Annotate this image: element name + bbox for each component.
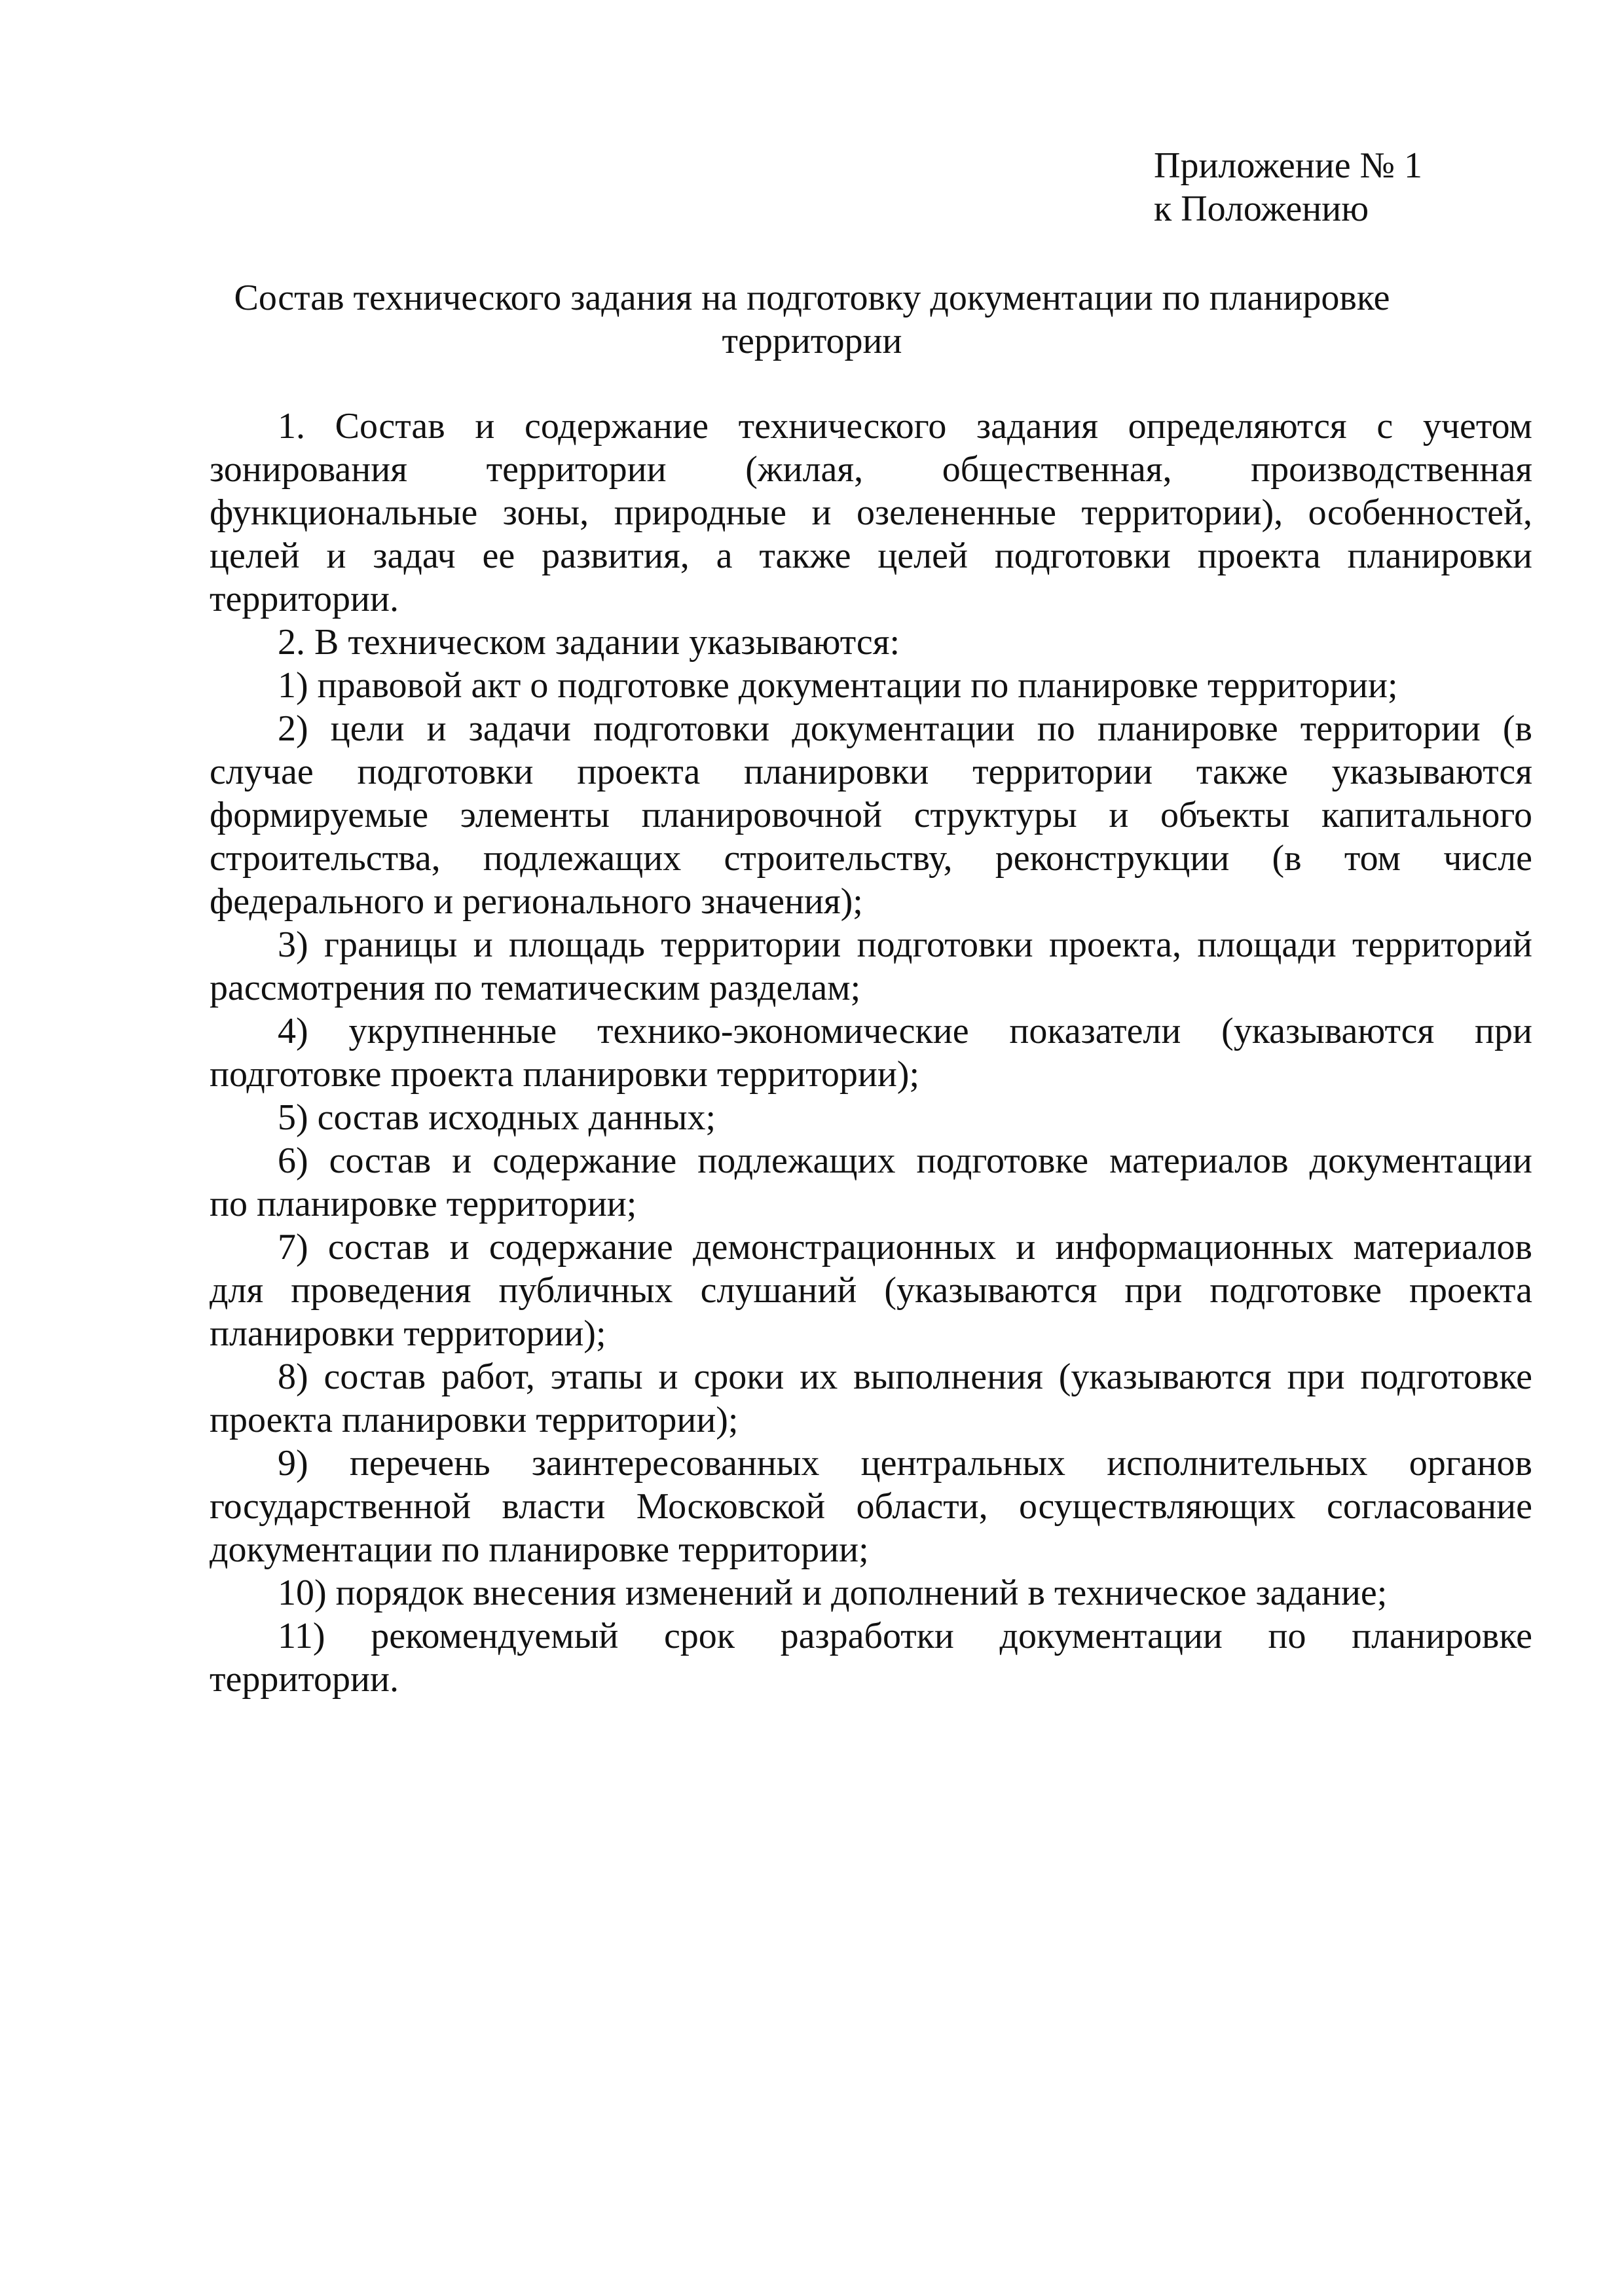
appendix-reference: к Положению: [1154, 189, 1369, 229]
title-line: территории: [722, 321, 902, 361]
text-line: 1) правовой акт о подготовке документации по планировке территории;: [278, 665, 1398, 706]
text-line: 1. Состав и содержание технического задания определяются с учетом: [278, 406, 1532, 446]
text-line: 2. В техническом задании указываются:: [278, 622, 900, 663]
document-title: [210, 276, 1414, 363]
text-line: функциональные зоны, природные и озелененные территории), особенностей,: [210, 492, 1532, 533]
text-line: 6) состав и содержание подлежащих подготовке материалов документации: [278, 1140, 1532, 1181]
text-line: планировки территории);: [210, 1313, 606, 1354]
text-line: подготовке проекта планировки территории);: [210, 1054, 920, 1095]
text-line: 11) рекомендуемый срок разработки документации по планировке: [278, 1616, 1532, 1656]
text-line: по планировке территории;: [210, 1184, 637, 1224]
text-line: проекта планировки территории);: [210, 1400, 739, 1440]
text-line: зонирования территории (жилая, общественная, производственная: [210, 449, 1532, 490]
text-line: 8) состав работ, этапы и сроки их выполнения (указываются при подготовке: [278, 1357, 1532, 1397]
text-line: 2) цели и задачи подготовки документации по планировке территории (в: [278, 708, 1532, 749]
text-line: 10) порядок внесения изменений и дополнений в техническое задание;: [278, 1573, 1388, 1613]
title-line: Состав технического задания на подготовку документации по планировке: [234, 278, 1390, 318]
text-line: 3) границы и площадь территории подготовки проекта, площади территорий: [278, 924, 1532, 965]
text-line: строительства, подлежащих строительству, реконструкции (в том числе: [210, 838, 1532, 879]
text-line: государственной власти Московской области, осуществляющих согласование: [210, 1486, 1532, 1527]
text-line: для проведения публичных слушаний (указываются при подготовке проекта: [210, 1270, 1532, 1311]
text-line: формируемые элементы планировочной структуры и объекты капитального: [210, 795, 1532, 835]
document-body: [210, 405, 1532, 1701]
text-line: 4) укрупненные технико-экономические показатели (указываются при: [278, 1011, 1532, 1051]
text-line: территории.: [210, 1659, 399, 1700]
text-line: целей и задач ее развития, а также целей подготовки проекта планировки: [210, 536, 1532, 576]
text-line: 7) состав и содержание демонстрационных и информационных материалов: [278, 1227, 1532, 1267]
text-line: случае подготовки проекта планировки территории также указываются: [210, 752, 1532, 792]
appendix-header: [1154, 144, 1422, 230]
text-line: 5) состав исходных данных;: [278, 1097, 716, 1138]
text-line: рассмотрения по тематическим разделам;: [210, 968, 861, 1008]
text-line: федерального и регионального значения);: [210, 881, 863, 922]
text-line: территории.: [210, 579, 399, 619]
text-line: 9) перечень заинтересованных центральных исполнительных органов: [278, 1443, 1532, 1484]
appendix-number: Приложение № 1: [1154, 145, 1422, 186]
text-line: документации по планировке территории;: [210, 1529, 869, 1570]
